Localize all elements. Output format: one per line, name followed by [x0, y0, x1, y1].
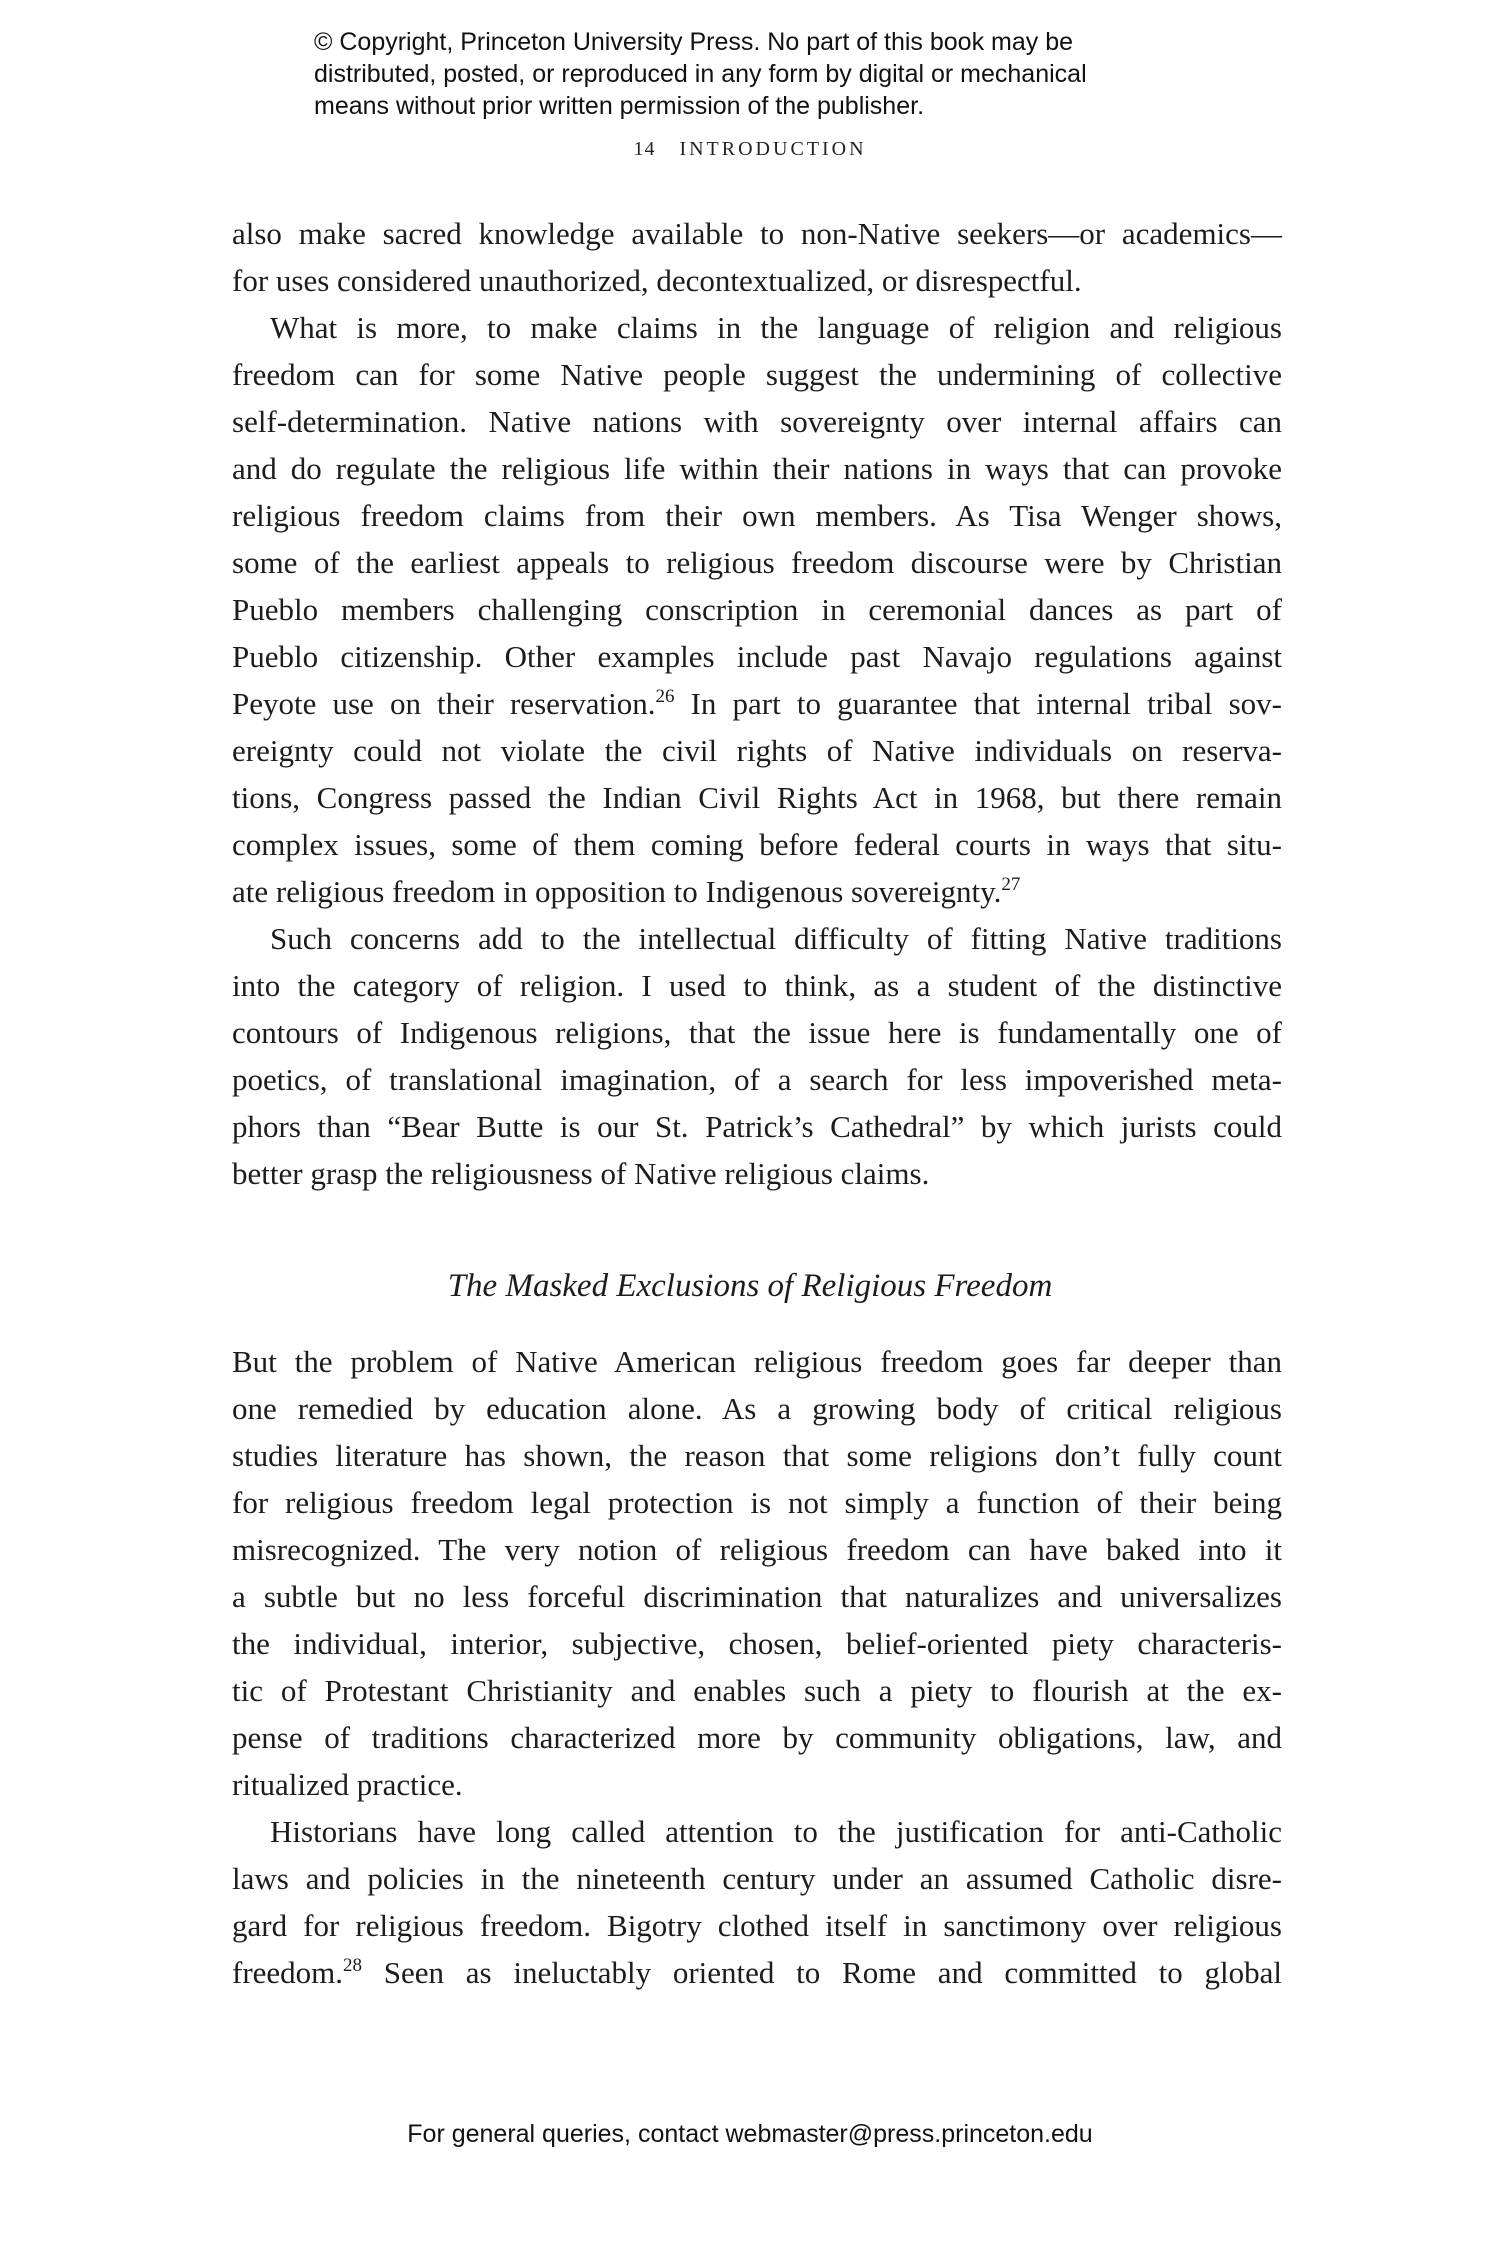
text-line: ritualized practice. — [232, 1767, 463, 1802]
text-line: Pueblo citizenship. Other examples include past Navajo regulations against — [232, 639, 1282, 674]
text-line — [232, 1949, 1282, 1996]
text-line: tic of Protestant Christianity and enables such a piety to flourish at the ex- — [232, 1673, 1282, 1708]
text-line: some of the earliest appeals to religious freedom discourse were by Christian — [232, 545, 1282, 580]
text-line: misrecognized. The very notion of religious freedom can have baked into it — [232, 1532, 1282, 1567]
text-line: for religious freedom legal protection is not simply a function of their being — [232, 1485, 1282, 1520]
text-fragment: Peyote use on their reservation. — [232, 686, 656, 721]
text-line: phors than “Bear Butte is our St. Patrick’s Cathedral” by which jurists could — [232, 1109, 1282, 1144]
text-line: for uses considered unauthorized, decontextualized, or disrespectful. — [232, 263, 1082, 298]
text-fragment: ate religious freedom in opposition to Indigenous sovereignty. — [232, 874, 1002, 909]
body-text-top — [232, 210, 1282, 1197]
copyright-line: means without prior written permission of the publisher. — [314, 92, 925, 120]
text-line: self-determination. Native nations with sovereignty over internal affairs can — [232, 404, 1282, 439]
text-line: pense of traditions characterized more by community obligations, law, and — [232, 1720, 1282, 1755]
text-line: poetics, of translational imagination, of a search for less impoverished meta- — [232, 1062, 1282, 1097]
text-line: contours of Indigenous religions, that the issue here is fundamentally one of — [232, 1015, 1282, 1050]
text-line: Pueblo members challenging conscription in ceremonial dances as part of — [232, 592, 1282, 627]
text-line: But the problem of Native American religious freedom goes far deeper than — [232, 1344, 1282, 1379]
text-line: studies literature has shown, the reason that some religions don’t fully count — [232, 1438, 1282, 1473]
text-line: gard for religious freedom. Bigotry clothed itself in sanctimony over religious — [232, 1908, 1282, 1943]
text-line: into the category of religion. I used to think, as a student of the distinctive — [232, 968, 1282, 1003]
chapter-title: INTRODUCTION — [679, 138, 867, 160]
text-line: Historians have long called attention to the justification for anti-Catholic — [270, 1814, 1282, 1849]
text-fragment: In part to guarantee that internal tribal sov- — [674, 686, 1282, 721]
text-line — [232, 868, 1282, 915]
copyright-line: distributed, posted, or reproduced in any form by digital or mechanical — [314, 60, 1087, 88]
section-heading: The Masked Exclusions of Religious Freedom — [447, 1268, 1053, 1304]
text-line: better grasp the religiousness of Native religious claims. — [232, 1156, 930, 1191]
page-number: 14 — [633, 138, 656, 160]
footnote-marker: 27 — [1001, 874, 1021, 895]
footnote-marker: 28 — [343, 1955, 363, 1976]
text-line — [232, 680, 1282, 727]
text-line: laws and policies in the nineteenth century under an assumed Catholic disre- — [232, 1861, 1282, 1896]
text-line: the individual, interior, subjective, chosen, belief-oriented piety characteris- — [232, 1626, 1282, 1661]
text-line: also make sacred knowledge available to non-Native seekers—or academics— — [232, 216, 1282, 251]
body-text-bottom — [232, 1338, 1282, 1996]
text-line: one remedied by education alone. As a growing body of critical religious — [232, 1391, 1282, 1426]
copyright-line: © Copyright, Princeton University Press. No part of this book may be — [314, 28, 1074, 56]
footnote-marker: 26 — [655, 686, 675, 707]
text-line: religious freedom claims from their own members. As Tisa Wenger shows, — [232, 498, 1282, 533]
footer-contact: For general queries, contact webmaster@press.princeton.edu — [407, 2120, 1093, 2148]
text-line: freedom can for some Native people suggest the undermining of collective — [232, 357, 1282, 392]
text-line: a subtle but no less forceful discrimination that naturalizes and universalizes — [232, 1579, 1282, 1614]
copyright-notice — [314, 26, 1214, 122]
text-line: complex issues, some of them coming before federal courts in ways that situ- — [232, 827, 1282, 862]
running-head — [0, 138, 1500, 161]
text-line: ereignty could not violate the civil rights of Native individuals on reserva- — [232, 733, 1282, 768]
text-fragment: Seen as ineluctably oriented to Rome and committed to global — [362, 1955, 1282, 1990]
text-fragment: freedom. — [232, 1955, 344, 1990]
text-line: and do regulate the religious life within their nations in ways that can provoke — [232, 451, 1282, 486]
text-line: What is more, to make claims in the language of religion and religious — [270, 310, 1282, 345]
text-line: Such concerns add to the intellectual difficulty of fitting Native traditions — [270, 921, 1282, 956]
text-line: tions, Congress passed the Indian Civil Rights Act in 1968, but there remain — [232, 780, 1282, 815]
